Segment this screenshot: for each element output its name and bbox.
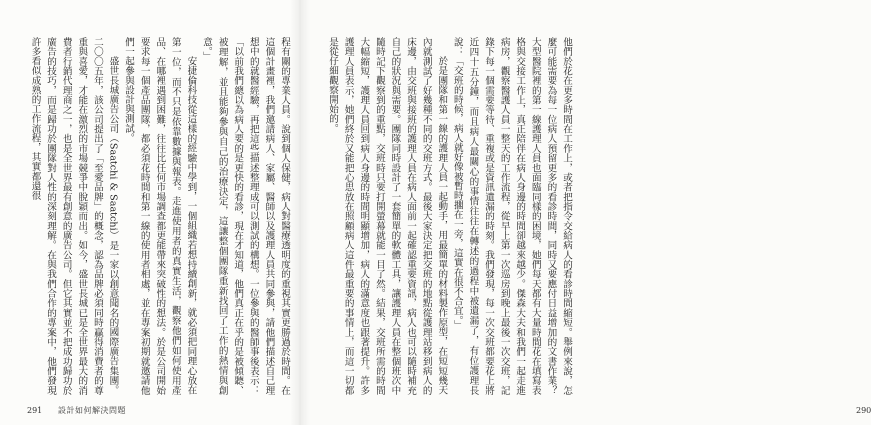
page-number-right: 290 — [856, 406, 871, 415]
left-page — [0, 0, 300, 425]
paragraph: 盛世長城廣告公司（Saatchi & Saatchi）是一家以創意聞名的國際廣告集團。二〇〇五年，該公司提出了「至愛品牌」的概念，認為品牌必須同時贏得消費者的尊重與喜愛，才能在激烈的市場競爭中脫穎而出。如今，盛世長城已是全世界最大的消費者行銷代理商之一，也是全世界最有創意的廣告公司。但它其實並不把成功歸功於廣告的技巧，而是歸功於團隊對人性的深刻理解。在與我們合作的專案中，他們發現許多看似成熟的工作流程，其實都還很 — [29, 37, 119, 395]
left-page-body-text — [20, 37, 292, 395]
paragraph: 安捷倫科技從這樣的經驗中學到，一個組織若想持續創新，就必須把同理心放在第一位，而不只是依靠數據與報表。走進使用者的真實生活，觀察他們如何使用產品、在哪裡遇到困難，往往比任何市場調查都更能帶來突破性的想法。於是公司開始要求每一個產品團隊，都必須花時間和第一線的使用者相處，並在專案初期就邀請他們一起參與設計與測試。 — [123, 37, 197, 395]
running-title: 設計如何解決問題 — [58, 406, 126, 415]
book-gutter-shadow — [290, 0, 310, 425]
right-page-body-text — [302, 37, 574, 395]
paragraph: 他們於花在更多時間在工作上，或者把指令交給病人的看診時間縮短。舉例來說，怎麼可能需要為每一位病人預留更多的看診時間，同時又要應付日益增加的文書作業？大型醫院裡的第一線護理人員也面臨同樣的困境，她們每天都有大量時間花在填寫表格與交接工作上，真正陪伴在病人身邊的時間卻越來越少。傑森大夫和我們一起走進病房，觀察醫護人員一整天的工作流程，從早上第一次巡房到晚上最後一次交班，記錄下每一個需要等待、重複或是資訊遺漏的時刻。我們發現，每一次交班都要花上將近四十五分鐘，而且病人最關心的事情往往在轉述的過程中被遺漏了，有位護理長說：「交班的時候，病人就好像被暫時擱在一旁，這實在很不合宜。」 — [451, 37, 572, 395]
paragraph: 於是團隊和第一線的護理人員一起動手，用最簡單的材料製作原型，在短短幾天內就測試了好幾種不同的交班方式。最後大家決定把交班的地點從護理站移到病人的床邊，由交班與接班的護理人員在病人面前一起確認重要資訊，病人也可以隨時補充自己的狀況與需要。團隊同時設計了一套簡單的軟體工具，讓護理人員在整個班次中隨時記下觀察到的重點，交班時只要打開螢幕就能一目了然。結果，交班所需的時間大幅縮短，護理人員回到病人身邊的時間明顯增加，病人的滿意度也跟著提升。許多護理人員表示，她們終於又能把心思放在照顧病人這件最重要的事情上，而這一切都是從仔細觀察開始的。 — [327, 37, 448, 395]
paragraph: 程有關的專業人員。說到個人保健，病人對醫療透明度的重視其實更勝過於時間。在這個計畫裡，我們邀請病人、家屬、醫師以及護理人員共同參與，請他們描述自己理想中的就醫經驗，再把這些描述整理成可以測試的構想。一位參與的醫師事後表示：「以前我們總以為病人要的是更快的看診，現在才知道，他們真正在乎的是被傾聽、被理解，並且能夠參與自己的治療決定，這讓整個團隊重新找回了工作的熱情與創意。」 — [201, 37, 290, 395]
page-number-left: 291 — [27, 406, 43, 415]
